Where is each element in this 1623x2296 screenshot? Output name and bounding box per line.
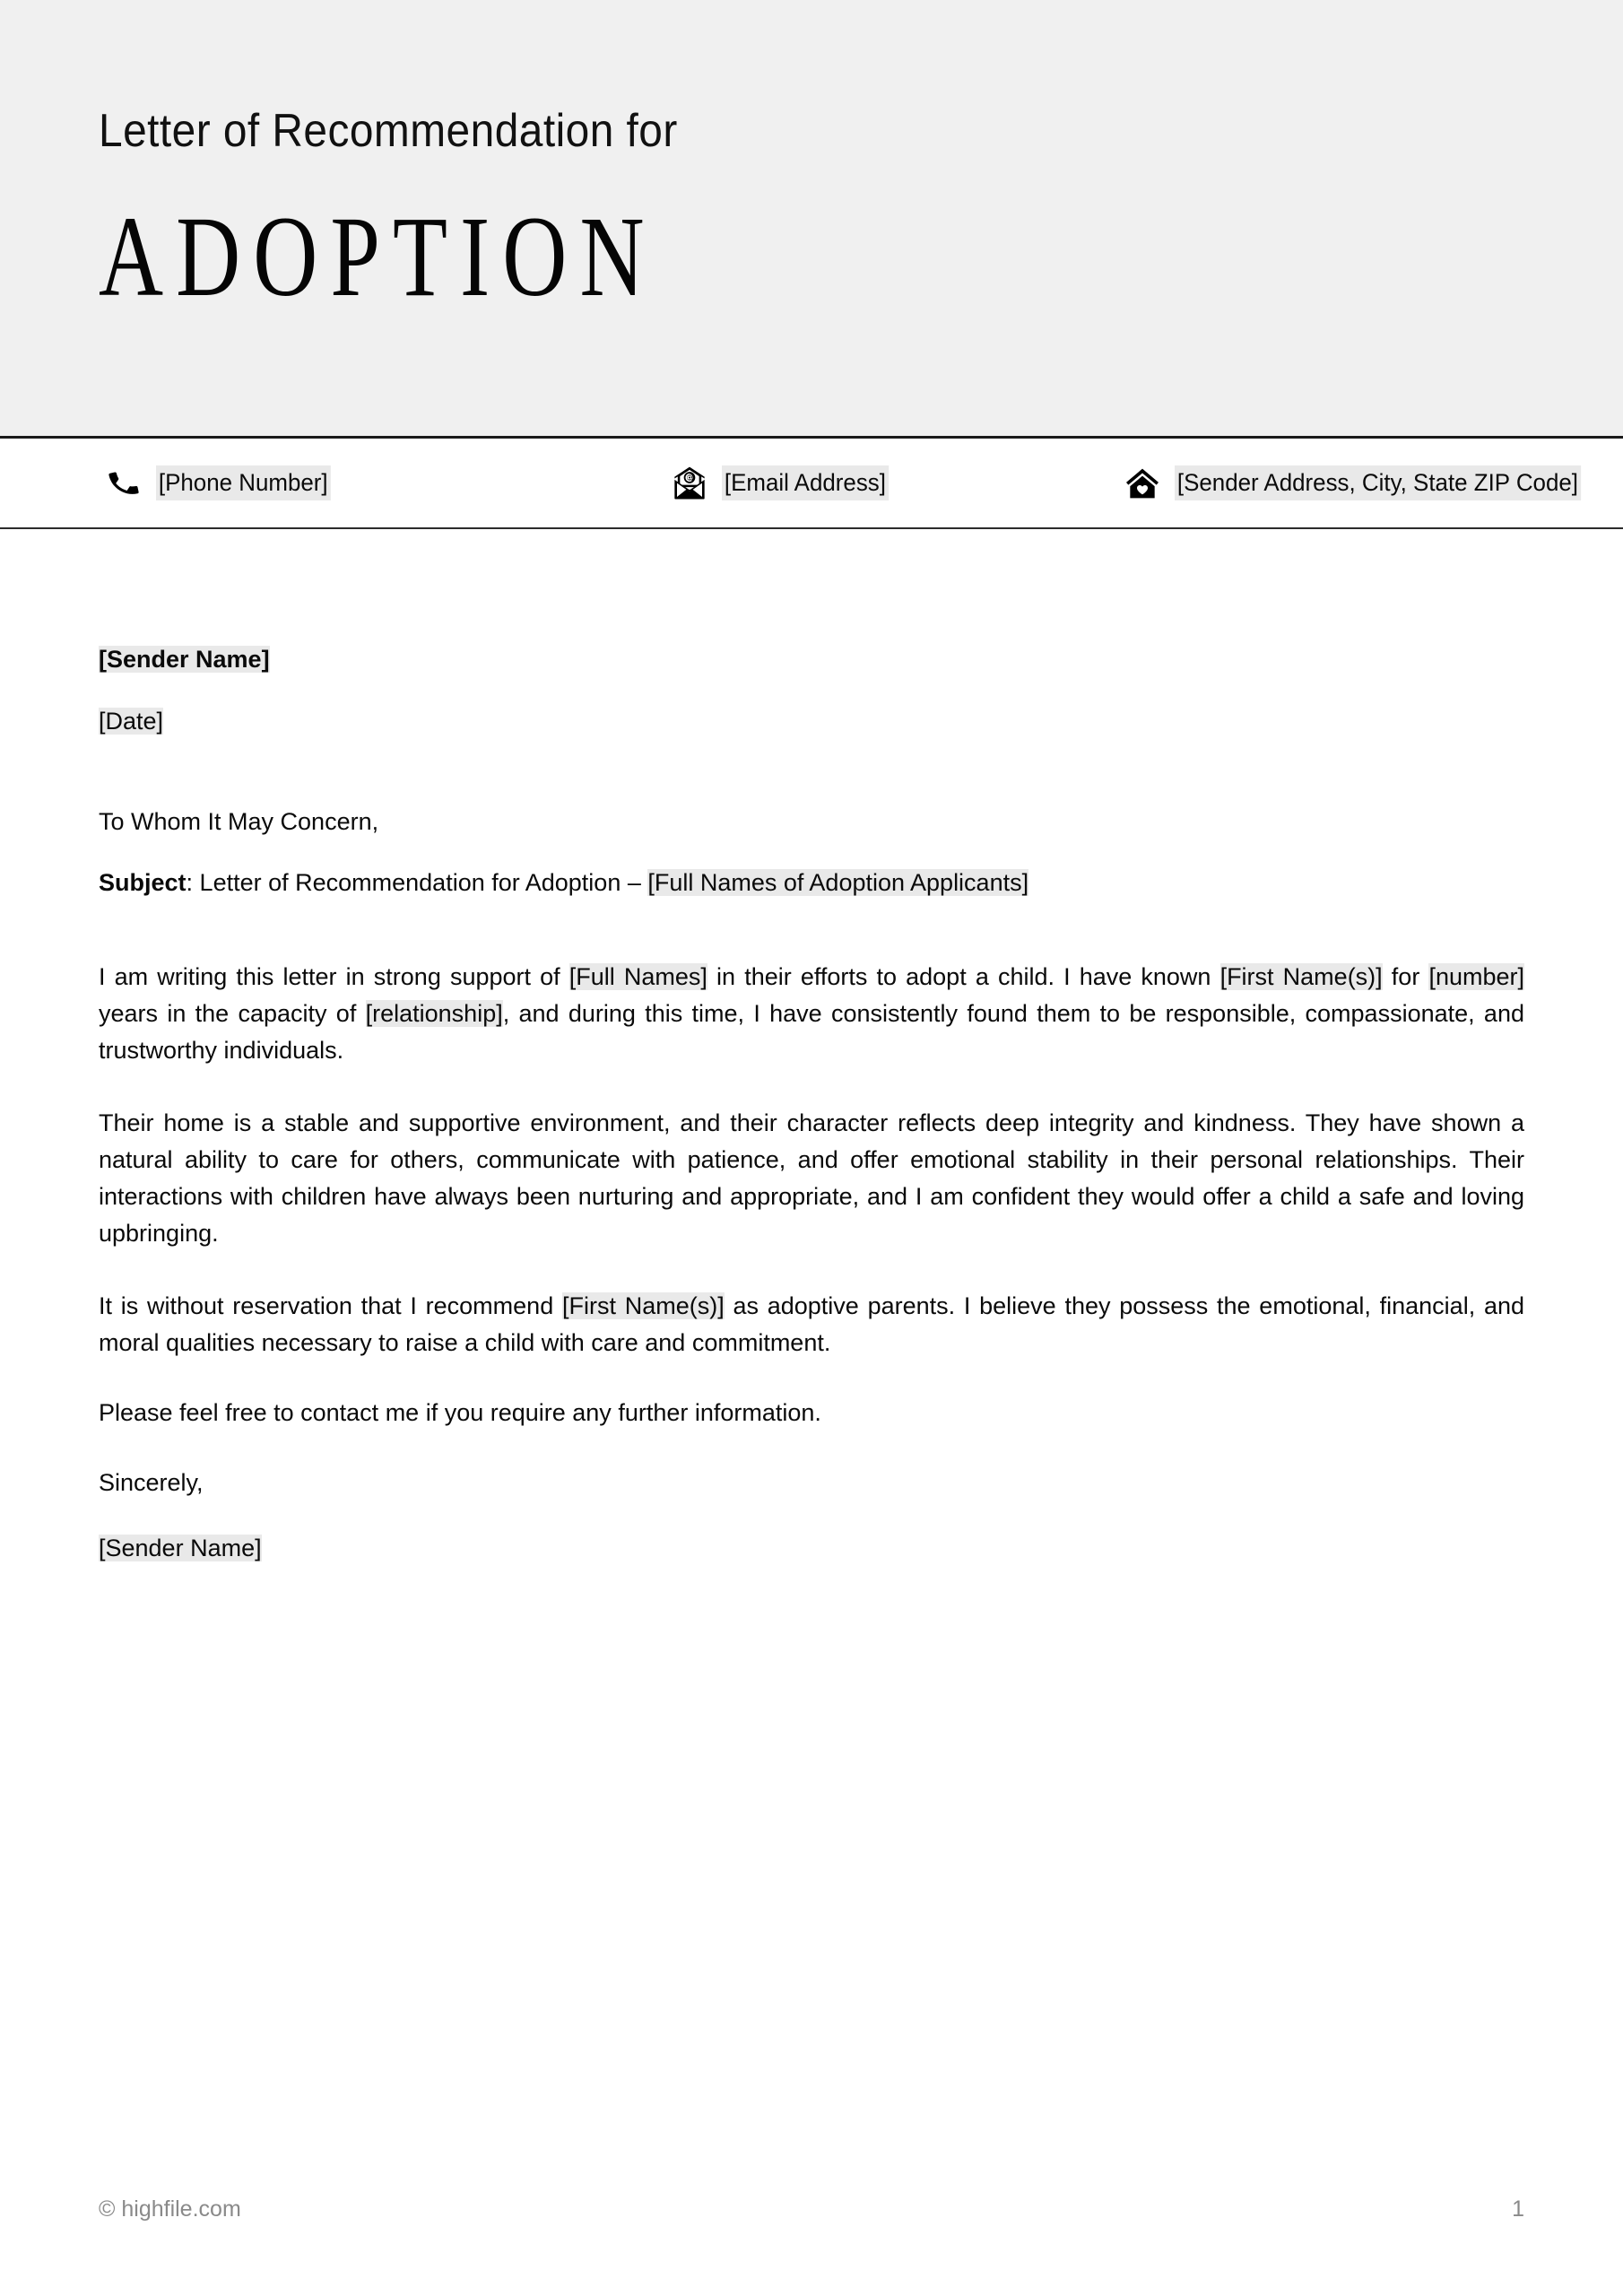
subject-label: Subject: [99, 868, 187, 896]
sender-name-bottom: [99, 1530, 1524, 1567]
contact-item-phone: [106, 465, 338, 501]
date-value: [Date]: [99, 707, 164, 735]
subject-separator: :: [186, 868, 200, 896]
date-line: [99, 703, 1524, 740]
paragraph-3: [99, 1288, 1524, 1361]
p3-part1: It is without reservation that I recommend: [99, 1292, 562, 1320]
email-icon: [672, 465, 707, 501]
p3-part2: as adoptive parents. I believe they possess the emotional, financial, and moral qualities necessary to raise a child with care and commitment.: [99, 1292, 1524, 1357]
p1-placeholder-number: [number]: [1428, 963, 1524, 990]
header-banner: [0, 0, 1623, 439]
sender-address-value: [Sender Address, City, State ZIP Code]: [1175, 465, 1581, 500]
contact-bar: [0, 439, 1623, 529]
paragraph-1: [99, 959, 1524, 1069]
page-footer: [99, 2196, 1524, 2222]
p1-part1: I am writing this letter in strong support of: [99, 963, 569, 990]
closing-request: Please feel free to contact me if you require any further information.: [99, 1399, 821, 1427]
email-address-value: [Email Address]: [722, 465, 889, 500]
p1-part2: in their efforts to adopt a child. I have known: [707, 963, 1220, 990]
subject-line: [99, 865, 1524, 901]
p1-part3: for: [1382, 963, 1429, 990]
subject-applicants-placeholder: [Full Names of Adoption Applicants]: [647, 868, 1029, 896]
p1-placeholder-first-names: [First Name(s)]: [1219, 963, 1383, 990]
page-eyebrow-title: Letter of Recommendation for: [99, 105, 678, 157]
p1-part5: , and during this time, I have consistently found them to be responsible, compassionate, and trustworthy individuals.: [99, 1000, 1524, 1065]
paragraph-2: Their home is a stable and supportive environment, and their character reflects deep integrity and kindness. They have shown a natural ability to care for others, communicate with patience, and offer emotional stability in their personal relationships. Their interactions with children have always been nurturing and appropriate, and I am confident they would offer a child a safe and loving upbringing.: [99, 1109, 1524, 1248]
letter-body: [99, 529, 1524, 1567]
p1-placeholder-full-names: [Full Names]: [568, 963, 707, 990]
subject-text: Letter of Recommendation for Adoption –: [199, 868, 648, 896]
contact-item-address: [1124, 465, 1598, 501]
p3-placeholder-first-names: [First Name(s)]: [561, 1292, 725, 1320]
home-icon: [1124, 465, 1160, 501]
sender-name-bottom-value: [Sender Name]: [99, 1535, 262, 1562]
salutation: To Whom It May Concern,: [99, 808, 379, 835]
footer-copyright: © highfile.com: [99, 2196, 241, 2222]
phone-number-value: [Phone Number]: [156, 465, 331, 500]
sign-off: Sincerely,: [99, 1468, 204, 1496]
contact-item-email: [672, 465, 896, 501]
page-title: ADOPTION: [99, 193, 657, 320]
p1-placeholder-relationship: [relationship]: [365, 1000, 503, 1028]
phone-icon: [106, 465, 142, 501]
sender-name-top-value: [Sender Name]: [99, 646, 270, 673]
sender-name-top: [99, 641, 1524, 678]
p1-part4: years in the capacity of: [99, 1000, 366, 1028]
footer-page-number: 1: [1512, 2196, 1524, 2222]
